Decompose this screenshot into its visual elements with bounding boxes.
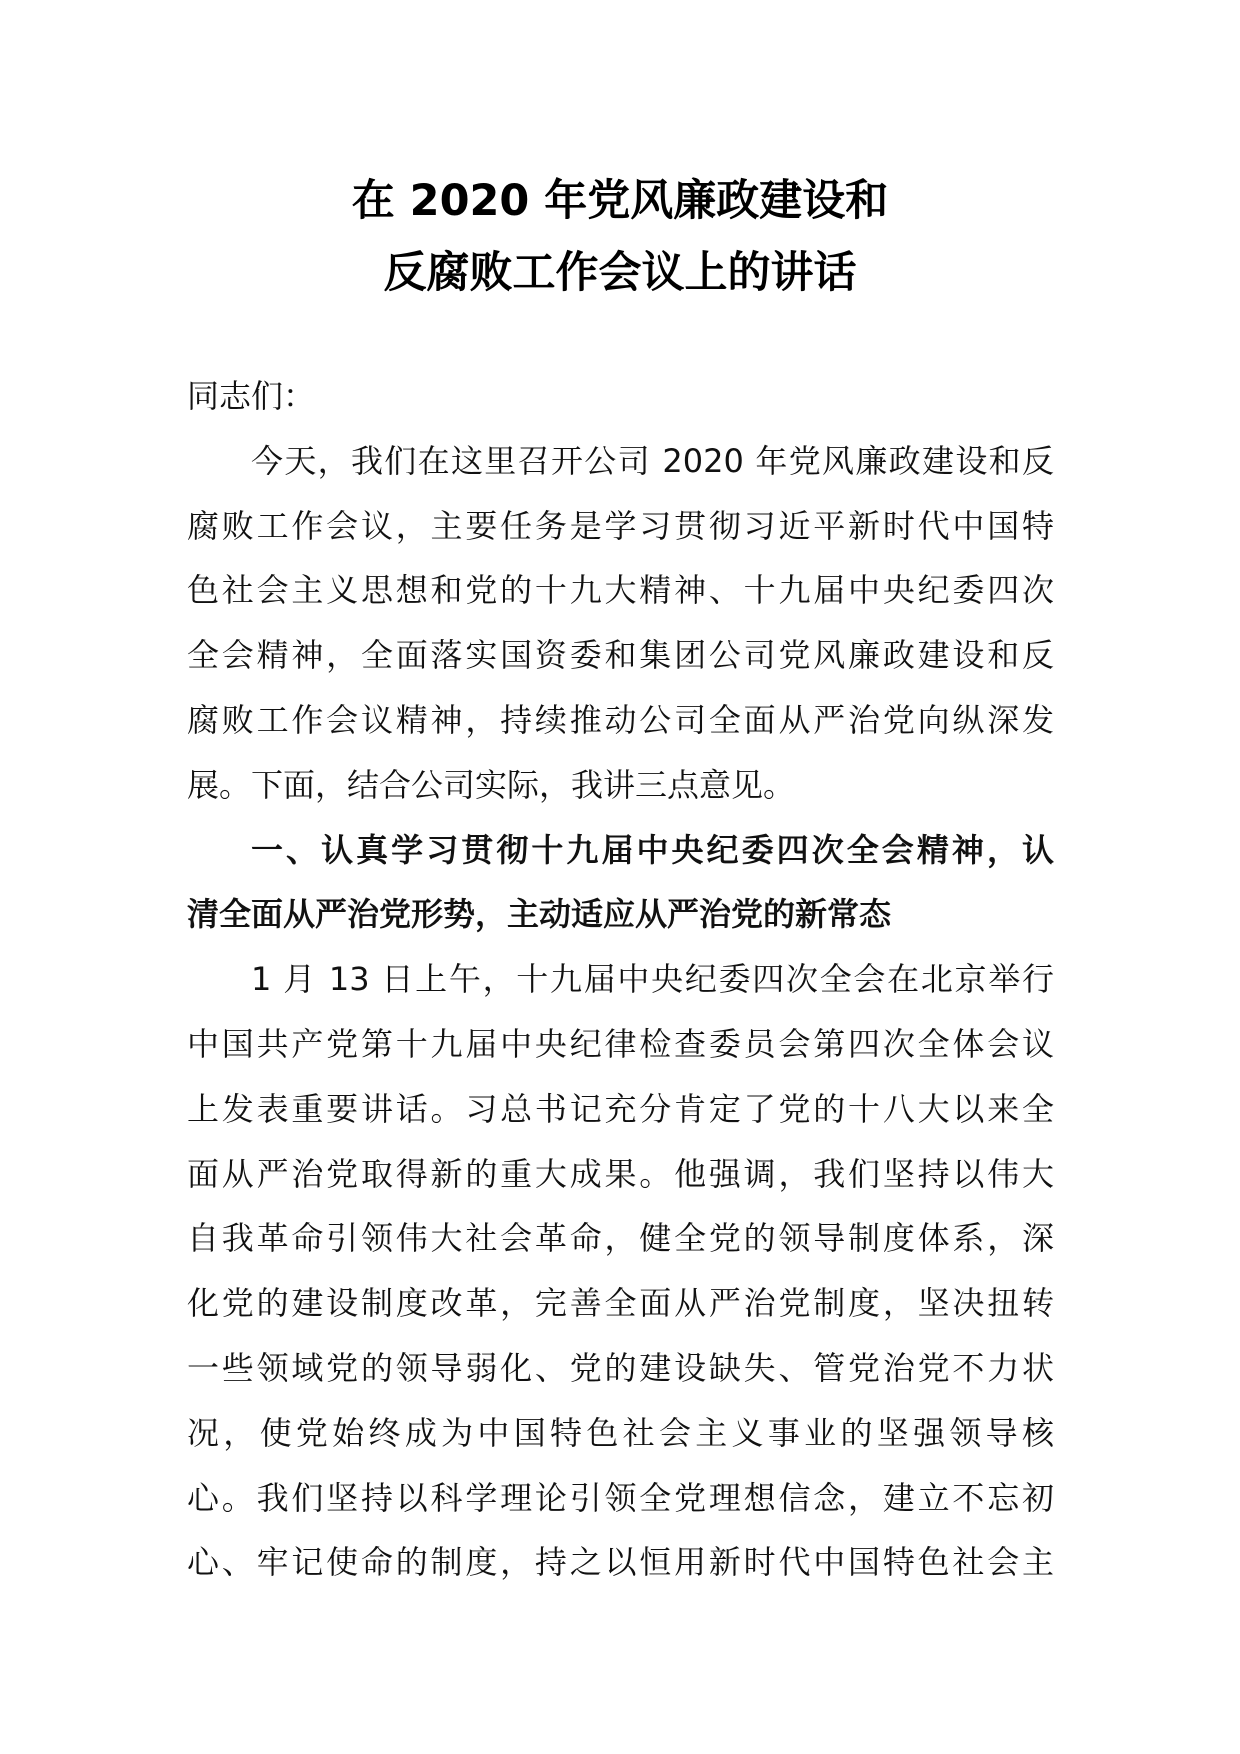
paragraph-line: 面从严治党取得新的重大成果。他强调，我们坚持以伟大 xyxy=(187,1154,1054,1193)
title-line-1: 在 2020 年党风廉政建设和 xyxy=(351,176,889,226)
paragraph-line: 上发表重要讲话。习总书记充分肯定了党的十八大以来全 xyxy=(187,1089,1054,1128)
section-heading-line: 清全面从严治党形势，主动适应从严治党的新常态 xyxy=(187,895,892,934)
paragraph-line: 自我革命引领伟大社会革命，健全党的领导制度体系，深 xyxy=(187,1219,1054,1258)
paragraph-line: 况，使党始终成为中国特色社会主义事业的坚强领导核 xyxy=(187,1413,1054,1452)
paragraph-line: 腐败工作会议精神，持续推动公司全面从严治党向纵深发 xyxy=(187,700,1054,739)
paragraph-line: 化党的建设制度改革，完善全面从严治党制度，坚决扭转 xyxy=(187,1284,1054,1323)
document-body xyxy=(187,364,1054,1595)
paragraph-line: 中国共产党第十九届中央纪律检查委员会第四次全体会议 xyxy=(187,1024,1054,1063)
paragraph-line: 一些领域党的领导弱化、党的建设缺失、管党治党不力状 xyxy=(187,1348,1054,1387)
paragraph-line: 腐败工作会议，主要任务是学习贯彻习近平新时代中国特 xyxy=(187,506,1054,545)
paragraph-line: 全会精神，全面落实国资委和集团公司党风廉政建设和反 xyxy=(187,636,1054,675)
paragraph-line: 1 月 13 日上午，十九届中央纪委四次全会在北京举行 xyxy=(251,960,1054,999)
title-line-2: 反腐败工作会议上的讲话 xyxy=(383,248,857,298)
paragraph-line: 色社会主义思想和党的十九大精神、十九届中央纪委四次 xyxy=(187,571,1054,610)
section-heading-line: 一、认真学习贯彻十九届中央纪委四次全会精神，认 xyxy=(251,830,1054,869)
paragraph-line: 心。我们坚持以科学理论引领全党理想信念，建立不忘初 xyxy=(187,1478,1054,1517)
paragraph-line: 展。下面，结合公司实际，我讲三点意见。 xyxy=(187,765,796,804)
document-title xyxy=(0,165,1240,309)
paragraph-line: 今天，我们在这里召开公司 2020 年党风廉政建设和反 xyxy=(251,441,1054,480)
paragraph-line: 心、牢记使命的制度，持之以恒用新时代中国特色社会主 xyxy=(187,1543,1054,1582)
salutation: 同志们： xyxy=(187,377,316,415)
